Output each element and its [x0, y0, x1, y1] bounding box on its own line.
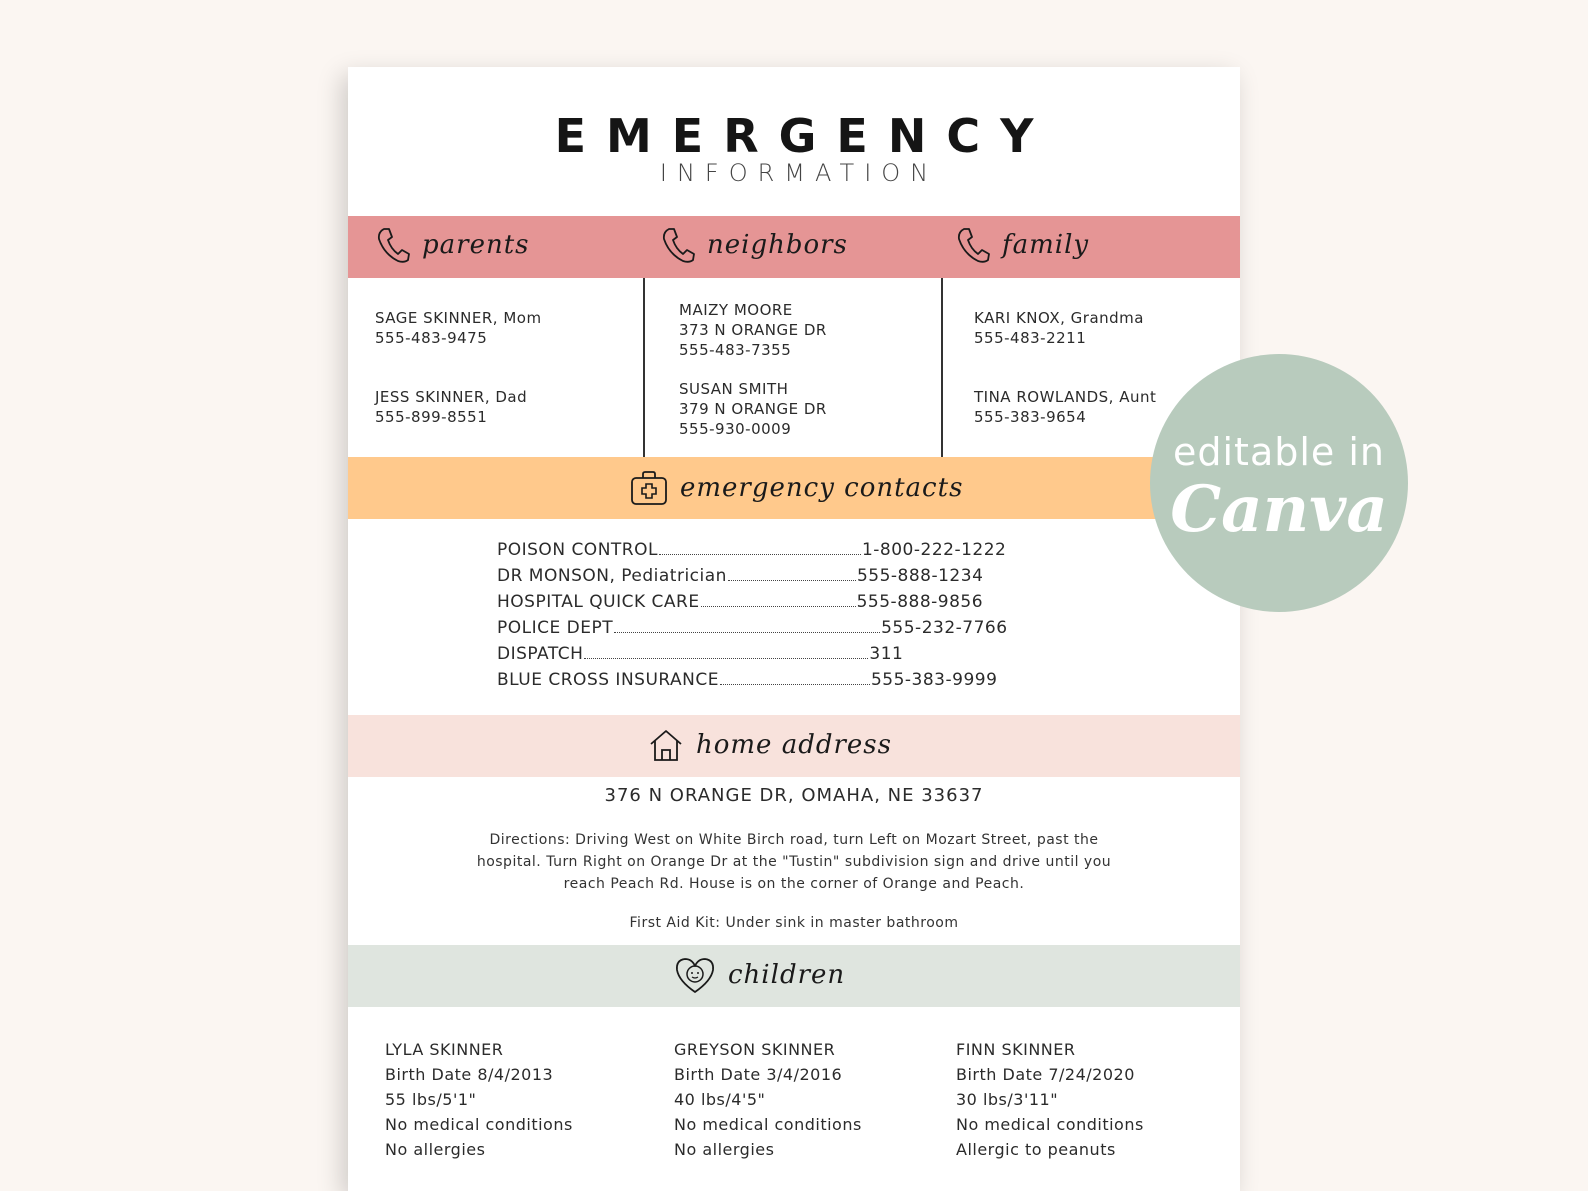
- emergency-contacts-label: emergency contacts: [680, 473, 964, 503]
- home-address: 376 N ORANGE DR, OMAHA, NE 33637: [604, 785, 984, 806]
- dot-leader: [584, 658, 868, 659]
- dot-leader: [614, 632, 880, 633]
- canva-logo: Canva: [1170, 472, 1388, 547]
- phone-icon: [661, 226, 695, 264]
- neighbor-contact: SUSAN SMITH 379 N ORANGE DR 555-930-0009: [679, 380, 827, 438]
- contacts-header-band: [348, 216, 1240, 278]
- list-item: BLUE CROSS INSURANCE 555-383-9999: [497, 670, 998, 690]
- emergency-contacts-band: [348, 457, 1240, 519]
- phone-icon: [956, 226, 990, 264]
- child-info: GREYSON SKINNER Birth Date 3/4/2016 40 lbs/4'5" No medical conditions No allergies: [674, 1040, 862, 1159]
- dot-leader: [659, 554, 861, 555]
- emergency-contacts-list: [497, 540, 1057, 696]
- dot-leader: [701, 606, 856, 607]
- parents-label: parents: [422, 230, 530, 260]
- child-info: FINN SKINNER Birth Date 7/24/2020 30 lbs/3'11" No medical conditions Allergic to peanuts: [956, 1040, 1144, 1159]
- dot-leader: [728, 580, 856, 581]
- parents-header: [376, 226, 530, 264]
- column-divider: [643, 278, 645, 457]
- list-item: DISPATCH 311: [497, 644, 904, 664]
- list-item: HOSPITAL QUICK CARE 555-888-9856: [497, 592, 984, 612]
- home-address-header: [648, 727, 892, 763]
- family-header: [956, 226, 1089, 264]
- emergency-contacts-header: [630, 469, 963, 507]
- directions-text: Directions: Driving West on White Birch road, turn Left on Mozart Street, past the hospital. Turn Right on Orange Dr at the "Tustin" subdivision sign and drive until you reach Peach Rd. House is on the corner of Orange and Peach.: [476, 832, 1112, 892]
- editable-in-canva-badge: [1150, 354, 1408, 612]
- family-contact: TINA ROWLANDS, Aunt 555-383-9654: [974, 388, 1157, 426]
- house-icon: [648, 727, 684, 763]
- children-label: children: [728, 960, 846, 990]
- home-address-band: [348, 715, 1240, 777]
- neighbors-header: [661, 226, 848, 264]
- neighbors-label: neighbors: [707, 230, 848, 260]
- document-page: [348, 67, 1240, 1191]
- child-info: LYLA SKINNER Birth Date 8/4/2013 55 lbs/5'1" No medical conditions No allergies: [385, 1040, 573, 1159]
- neighbor-contact: MAIZY MOORE 373 N ORANGE DR 555-483-7355: [679, 301, 827, 359]
- page-title: EMERGENCY: [554, 109, 1054, 163]
- first-aid-kit-icon: [630, 469, 668, 507]
- page-subtitle: INFORMATION: [659, 159, 939, 187]
- first-aid-location: First Aid Kit: Under sink in master bathroom: [629, 915, 959, 931]
- family-label: family: [1002, 230, 1090, 260]
- dot-leader: [720, 684, 870, 685]
- children-band: [348, 945, 1240, 1007]
- family-contact: KARI KNOX, Grandma 555-483-2211: [974, 309, 1144, 347]
- home-address-label: home address: [696, 730, 892, 760]
- column-divider: [941, 278, 943, 457]
- badge-text: editable in: [1172, 430, 1386, 474]
- list-item: DR MONSON, Pediatrician 555-888-1234: [497, 566, 984, 586]
- children-header: [674, 955, 845, 995]
- phone-icon: [376, 226, 410, 264]
- list-item: POLICE DEPT 555-232-7766: [497, 618, 1008, 638]
- parent-contact: JESS SKINNER, Dad 555-899-8551: [375, 388, 528, 426]
- baby-heart-icon: [674, 955, 716, 995]
- list-item: POISON CONTROL 1-800-222-1222: [497, 540, 1007, 560]
- parent-contact: SAGE SKINNER, Mom 555-483-9475: [375, 309, 542, 347]
